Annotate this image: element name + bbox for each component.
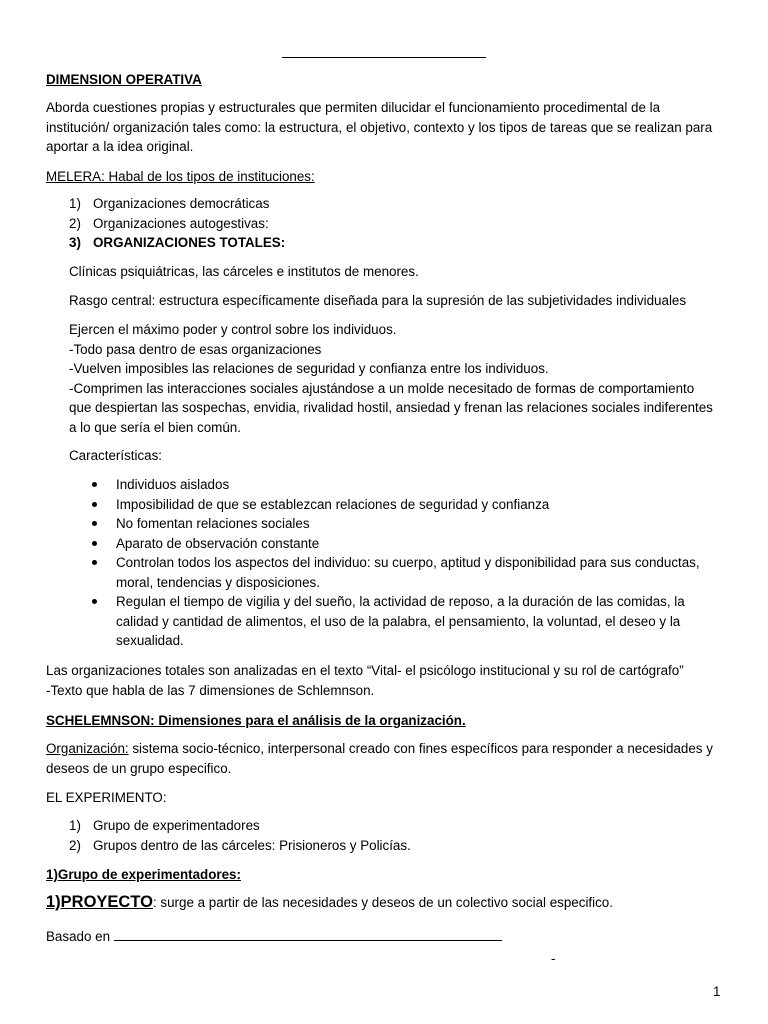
stray-mark: -	[551, 951, 556, 966]
rasgo-line: Rasgo central: estructura específicamente diseñada para la supresión de las subjetividades individuales	[69, 293, 687, 308]
list-item	[46, 233, 720, 253]
list-number: 3)	[69, 235, 81, 250]
blank-line	[114, 928, 502, 941]
texto-habla-line: -Texto que habla de las 7 dimensiones de Schlemnson.	[46, 683, 375, 698]
list-text: Regulan el tiempo de vigilia y del sueño, la actividad de reposo, a la duración de las comidas, la calidad y cantidad de alimentos, el uso de la palabra, el pensamiento, la voluntad, el deseo y la sexualidad.	[116, 594, 685, 648]
experimento-label: EL EXPERIMENTO:	[46, 790, 167, 805]
list-text: Imposibilidad de que se establezcan relaciones de seguridad y confianza	[116, 496, 550, 512]
grupos-list	[46, 816, 720, 855]
list-text: Controlan todos los aspectos del individuo: su cuerpo, aptitud y disponibilidad para sus conductas, moral, tendencias y disposiciones.	[116, 555, 700, 590]
list-text: Aparato de observación constante	[116, 535, 320, 551]
list-item	[46, 592, 720, 651]
list-text: Grupo de experimentadores	[93, 818, 260, 833]
proyecto-text: : surge a partir de las necesidades y deseos de un colectivo social especifico.	[152, 895, 613, 910]
proyecto-line	[46, 893, 720, 913]
list-number: 2)	[69, 215, 81, 231]
list-item	[46, 816, 720, 836]
list-text: Individuos aislados	[116, 477, 230, 492]
poder-line: Ejercen el máximo poder y control sobre los individuos.	[69, 322, 397, 337]
analizadas-line: Las organizaciones totales son analizadas en el texto “Vital- el psicólogo institucional y su rol de cartógrafo”	[46, 663, 684, 678]
organizacion-definition: sistema socio-técnico, interpersonal creado con fines específicos para responder a necesidades y deseos de un grupo especifico.	[46, 741, 713, 776]
bullet-icon	[92, 502, 97, 507]
basado-en-label: Basado en	[46, 929, 111, 944]
organizacion-paragraph	[46, 739, 720, 778]
bullet-icon	[92, 599, 97, 604]
list-item	[46, 495, 720, 515]
section-heading: DIMENSION OPERATIVA	[46, 72, 202, 87]
list-number: 2)	[69, 837, 81, 853]
list-number: 1)	[69, 196, 81, 211]
list-item	[46, 214, 720, 234]
list-item	[46, 514, 720, 534]
bullet-icon	[92, 482, 97, 487]
clinicas-line: Clínicas psiquiátricas, las cárceles e institutos de menores.	[69, 264, 419, 279]
page-number: 1	[713, 984, 721, 999]
poder-line: -Vuelven imposibles las relaciones de seguridad y confianza entre los individuos.	[69, 361, 549, 376]
basado-en-line	[46, 927, 720, 947]
list-item	[46, 475, 720, 495]
bullet-icon	[92, 560, 97, 565]
list-item	[46, 836, 720, 856]
melera-line: MELERA: Habal de los tipos de instituciones:	[46, 169, 315, 184]
proyecto-label: 1)PROYECTO	[46, 893, 153, 911]
caracteristicas-list	[46, 475, 720, 651]
list-text: ORGANIZACIONES TOTALES:	[93, 235, 286, 250]
list-item	[46, 534, 720, 554]
organizacion-label: Organización:	[46, 741, 129, 756]
list-text: Organizaciones autogestivas:	[93, 215, 269, 231]
poder-line: -Todo pasa dentro de esas organizaciones	[69, 341, 322, 357]
list-text: Grupos dentro de las cárceles: Prisioneros y Policías.	[93, 837, 411, 853]
list-number: 1)	[69, 818, 81, 833]
list-text: No fomentan relaciones sociales	[116, 516, 310, 531]
intro-paragraph: Aborda cuestiones propias y estructurales que permiten dilucidar el funcionamiento procedimental de la institución/ organización tales como: la estructura, el objetivo, contexto y los tipos de tareas que se realizan para aportar a la idea original.	[46, 100, 713, 154]
schelemnson-heading: SCHELEMNSON: Dimensiones para el análisis de la organización.	[46, 713, 466, 728]
poder-paragraph	[69, 320, 720, 437]
org-types-list	[46, 194, 720, 253]
list-text: Organizaciones democráticas	[93, 196, 270, 211]
bullet-icon	[92, 521, 97, 526]
grupo-heading: 1)Grupo de experimentadores:	[46, 867, 241, 882]
list-item	[46, 194, 720, 214]
list-item	[46, 553, 720, 592]
top-rule	[282, 57, 486, 58]
poder-line: -Comprimen las interacciones sociales ajustándose a un molde necesitado de formas de comportamiento que despiertan las sospechas, envidia, rivalidad hostil, ansiedad y frenan las relaciones sociales indiferentes a lo que sería el bien común.	[69, 380, 713, 435]
caracteristicas-label: Características:	[69, 448, 163, 463]
bullet-icon	[92, 541, 97, 546]
